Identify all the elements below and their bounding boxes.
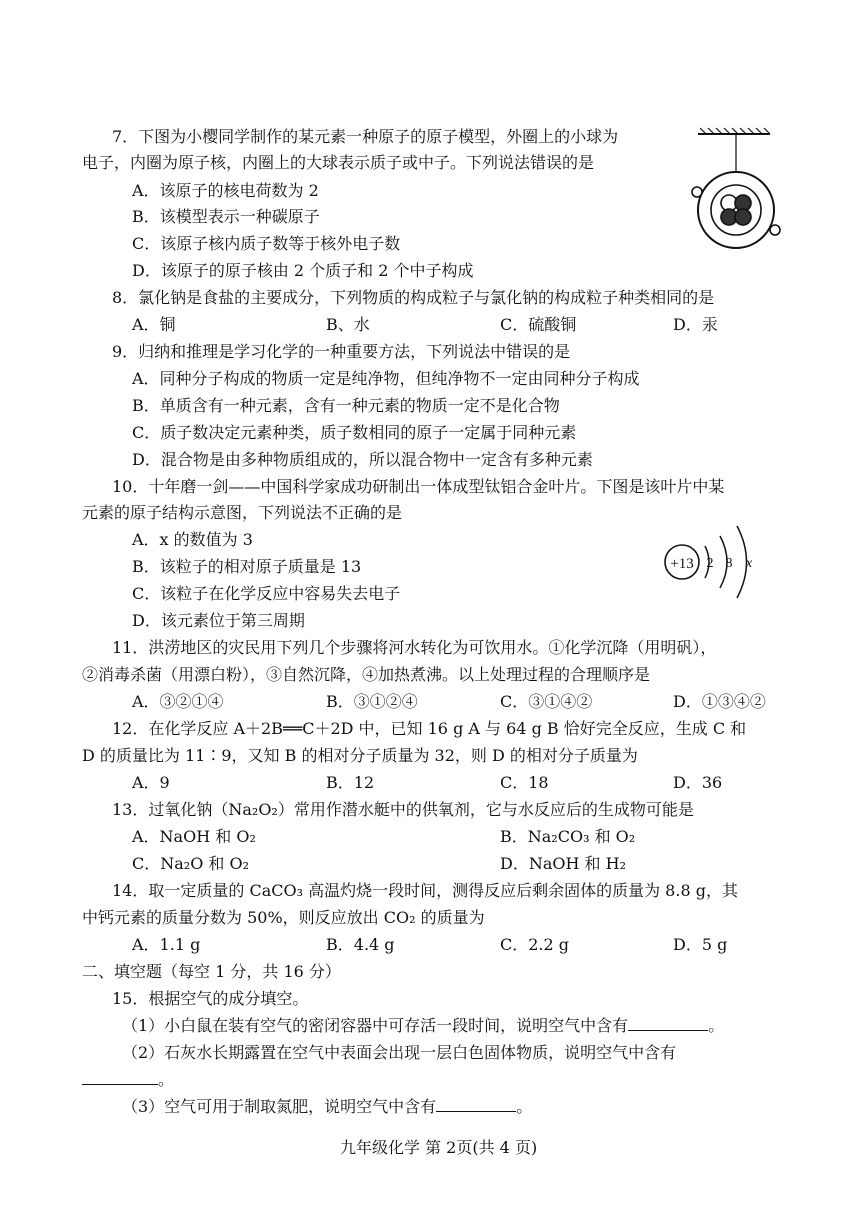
- q11-option-b: B．③①②④: [326, 692, 418, 711]
- q11-option-c: C．③①④②: [500, 692, 593, 711]
- nucleus-charge-label: +13: [670, 556, 694, 572]
- q15-part-2: （2）石灰水长期露置在空气中表面会出现一层白色固体物质，说明空气中含有: [122, 1043, 677, 1062]
- q12-stem-line2: D 的质量比为 11∶9，又知 B 的相对分子质量为 32，则 D 的相对分子质量为: [82, 746, 638, 765]
- q15-answer-blank-2[interactable]: [82, 1070, 158, 1085]
- q8-option-a: A．铜: [132, 315, 176, 334]
- q15-part-3-end: 。: [516, 1097, 533, 1116]
- q14-option-b: B．4.4 g: [326, 935, 395, 954]
- q10-stem-line2: 元素的原子结构示意图，下列说法不正确的是: [82, 503, 403, 522]
- q11-stem-line2: ②消毒杀菌（用漂白粉），③自然沉降，④加热煮沸。以上处理过程的合理顺序是: [82, 665, 651, 684]
- q10-option-c: C．该粒子在化学反应中容易失去电子: [132, 584, 401, 603]
- q7-option-b: B．该模型表示一种碳原子: [132, 207, 320, 226]
- q14-stem-line1: 14．取一定质量的 CaCO₃ 高温灼烧一段时间，测得反应后剩余固体的质量为 8.8 g，其: [112, 881, 738, 900]
- q15-stem: 15．根据空气的成分填空。: [112, 989, 309, 1008]
- q15-part-3-text: （3）空气可用于制取氮肥，说明空气中含有: [122, 1097, 437, 1116]
- q14-stem-line2: 中钙元素的质量分数为 50%，则反应放出 CO₂ 的质量为: [82, 908, 485, 927]
- q9-option-d: D．混合物是由多种物质组成的，所以混合物中一定含有多种元素: [132, 450, 593, 469]
- q14-option-c: C．2.2 g: [500, 935, 570, 954]
- q12-option-c: C．18: [500, 773, 549, 792]
- q9-option-c: C．质子数决定元素种类，质子数相同的原子一定属于同种元素: [132, 423, 577, 442]
- q15-part-2-cont: [82, 1070, 174, 1090]
- q10-option-a: A．x 的数值为 3: [132, 530, 253, 549]
- shell-3-electrons: x: [745, 556, 753, 571]
- q15-part-2-end: 。: [158, 1070, 175, 1089]
- q15-part-1-end: 。: [708, 1016, 725, 1035]
- q9-option-a: A．同种分子构成的物质一定是纯净物，但纯净物不一定由同种分子构成: [132, 369, 640, 388]
- q10-option-b: B．该粒子的相对原子质量是 13: [132, 557, 362, 576]
- shell-1-electrons: 2: [706, 556, 714, 571]
- q11-option-a: A．③②①④: [132, 692, 224, 711]
- q15-part-1: [122, 1016, 724, 1036]
- atom-model-diagram: [680, 128, 790, 248]
- q7-option-a: A．该原子的核电荷数为 2: [132, 181, 319, 200]
- electron-ball: [692, 187, 702, 197]
- q10-option-d: D．该元素位于第三周期: [132, 611, 305, 630]
- outer-electron-orbit: [698, 172, 774, 248]
- electron-ball: [770, 225, 780, 235]
- q15-answer-blank-3[interactable]: [436, 1097, 516, 1112]
- q13-option-b: B．Na₂CO₃ 和 O₂: [500, 827, 636, 846]
- atomic-structure-diagram: [660, 518, 770, 608]
- nucleon-ball: [735, 209, 751, 225]
- q12-stem-line1: 12．在化学反应 A＋2B══C＋2D 中，已知 16 g A 与 64 g B 恰好完全反应，生成 C 和: [112, 719, 747, 738]
- shell-2-electrons: 8: [725, 556, 733, 571]
- nucleus-ring: [711, 185, 761, 235]
- q12-option-a: A．9: [132, 773, 170, 792]
- q9-option-b: B．单质含有一种元素，含有一种元素的物质一定不是化合物: [132, 396, 560, 415]
- q8-stem: 8．氯化钠是食盐的主要成分，下列物质的构成粒子与氯化钠的构成粒子种类相同的是: [112, 288, 715, 307]
- q8-option-b: B、水: [326, 315, 370, 334]
- page-footer: 九年级化学 第 2页(共 4 页): [340, 1138, 538, 1157]
- q8-option-d: D．汞: [673, 315, 718, 334]
- q7-stem-line2: 电子，内圈为原子核，内圈上的大球表示质子或中子。下列说法错误的是: [82, 153, 595, 172]
- section-2-heading: 二、填空题（每空 1 分，共 16 分）: [82, 962, 341, 981]
- q11-option-d: D．①③④②: [673, 692, 766, 711]
- q15-part-1-text: （1）小白鼠在装有空气的密闭容器中可存活一段时间，说明空气中含有: [122, 1016, 629, 1035]
- q15-answer-blank-1[interactable]: [628, 1016, 708, 1031]
- q12-option-d: D．36: [673, 773, 723, 792]
- q13-option-d: D．NaOH 和 H₂: [500, 854, 626, 873]
- q11-stem-line1: 11．洪涝地区的灾民用下列几个步骤将河水转化为可饮用水。①化学沉降（用明矾），: [112, 638, 717, 657]
- ceiling-hatch: [698, 128, 770, 134]
- q9-stem: 9．归纳和推理是学习化学的一种重要方法，下列说法中错误的是: [112, 342, 571, 361]
- q13-option-a: A．NaOH 和 O₂: [132, 827, 256, 846]
- q14-option-d: D．5 g: [673, 935, 728, 954]
- q13-option-c: C．Na₂O 和 O₂: [132, 854, 250, 873]
- q12-option-b: B．12: [326, 773, 375, 792]
- q10-stem-line1: 10．十年磨一剑——中国科学家成功研制出一体成型钛铝合金叶片。下图是该叶片中某: [112, 477, 725, 496]
- q7-option-c: C．该原子核内质子数等于核外电子数: [132, 234, 401, 253]
- q15-part-3: [122, 1097, 532, 1117]
- q8-option-c: C．硫酸铜: [500, 315, 577, 334]
- q13-stem: 13．过氧化钠（Na₂O₂）常用作潜水艇中的供氧剂，它与水反应后的生成物可能是: [112, 800, 694, 819]
- q7-option-d: D．该原子的原子核由 2 个质子和 2 个中子构成: [132, 261, 474, 280]
- q14-option-a: A．1.1 g: [132, 935, 201, 954]
- q7-stem-line1: 7．下图为小樱同学制作的某元素一种原子的原子模型，外圈上的小球为: [112, 127, 619, 146]
